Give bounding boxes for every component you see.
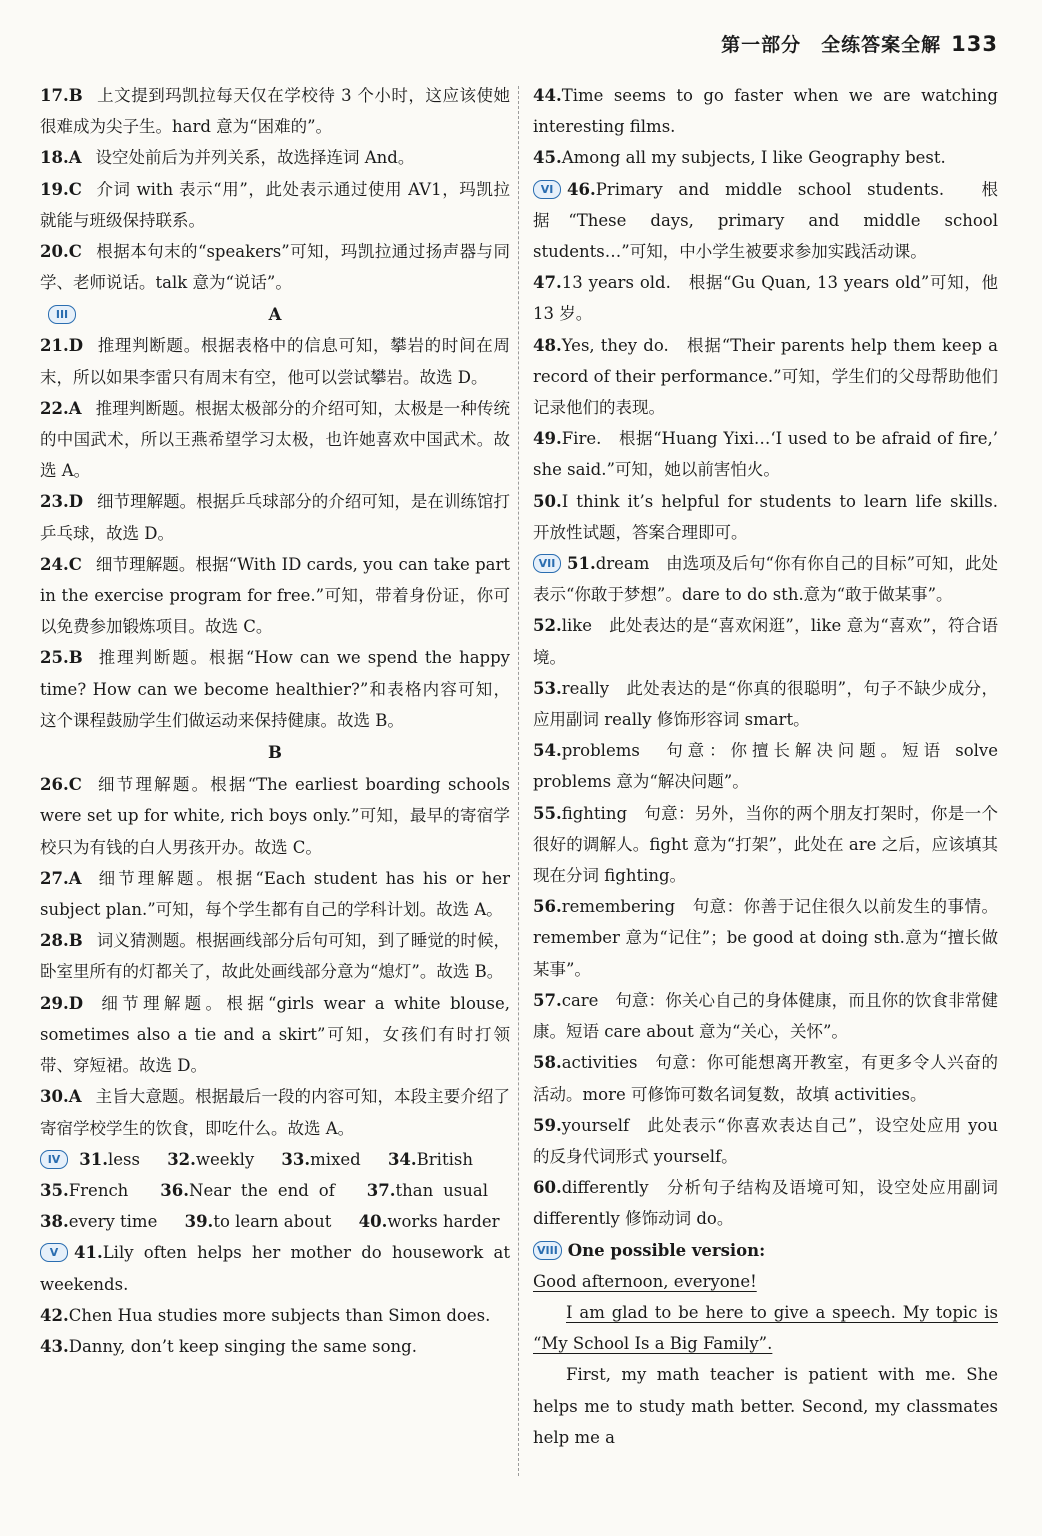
answer-item: 44.Time seems to go faster when we are watching interesting films. [533,86,998,137]
answer-item: 48.Yes, they do. 根据“Their parents help them keep a record of their performance.”可知，学生们的父母帮助他们记录他们的表现。 [533,335,998,418]
answer-item: 50.I think it’s helpful for students to learn life skills. 开放性试题，答案合理即可。 [533,491,1015,542]
section-badge: III [48,305,76,324]
answer-item: 24.C 细节理解题。根据“With ID cards, you can take part in the exercise program for free.”可知，带着身份证，你可以免费参加锻炼项目。故选 C。 [40,554,510,637]
answer-item: 49.Fire. 根据“Huang Yixi…‘I used to be afraid of fire,’ she said.”可知，她以前害怕火。 [533,429,998,480]
answer-item: 45.Among all my subjects, I like Geography best. [533,148,946,168]
answer-item: VII 51.dream 由选项及后句“你有你自己的目标”可知，此处表示“你敢于梦想”。dare to do sth.意为“敢于做某事”。 [533,554,998,605]
answer-item: 20.C 根据本句末的“speakers”可知，玛凯拉通过扬声器与同学、老师说话。talk 意为“说话”。 [40,242,510,293]
section-3-header [40,299,510,330]
answer-item: 59.yourself 此处表示“你喜欢表达自己”，设空处应用 you 的反身代词形式 yourself。 [533,1115,998,1166]
answer-item: 58.activities 句意：你可能想离开教室，有更多令人兴奋的活动。more 可修饰可数名词复数，故填 activities。 [533,1053,998,1104]
answer-item: 42.Chen Hua studies more subjects than Simon does. [40,1305,491,1325]
section-badge: VII [533,554,561,573]
essay-greeting: Good afternoon, everyone! [533,1271,757,1291]
answer-item: V 41.Lily often helps her mother do housework at weekends. [40,1243,510,1294]
answer-item: 30.A 主旨大意题。根据最后一段的内容可知，本段主要介绍了寄宿学校学生的饮食，即吃什么。故选 A。 [40,1087,510,1138]
answer-item: 55.fighting 句意：另外，当你的两个朋友打架时，你是一个很好的调解人。fight 意为“打架”，此处在 are 之后，应该填其现在分词 fighting。 [533,803,998,886]
passage-label: B [268,743,282,763]
answer-item: 52.like 此处表达的是“喜欢闲逛”，like 意为“喜欢”，符合语境。 [533,616,998,667]
answer-item: 60.differently 分析句子结构及语境可知，设空处应用副词 differently 修饰动词 do。 [533,1178,998,1229]
section-badge: V [40,1243,68,1262]
section-badge: IV [40,1150,68,1169]
essay-paragraph: I am glad to be here to give a speech. My topic is “My School Is a Big Family”. [533,1302,998,1354]
answer-item: 28.B 词义猜测题。根据画线部分后句可知，到了睡觉的时候，卧室里所有的灯都关了，故此处画线部分意为“熄灯”。故选 B。 [40,931,510,982]
answer-item: 53.really 此处表达的是“你真的很聪明”，句子不缺少成分，应用副词 really 修饰形容词 smart。 [533,678,998,730]
answer-item: 54.problems 句意：你擅长解决问题。短语 solve problems 意为“解决问题”。 [533,741,998,792]
section-4-answers: IV 31.less 32.weekly 33.mixed 34.British 35.French 36.Near the end of 37.than usual 38.every time 39.to learn about 40.works harder [40,1149,500,1232]
section-badge: VI [533,180,561,199]
right-column [533,80,1015,1453]
answer-item: 27.A 细节理解题。根据“Each student has his or her subject plan.”可知，每个学生都有自己的学科计划。故选 A。 [40,868,510,920]
answer-item: 57.care 句意：你关心自己的身体健康，而且你的饮食非常健康。短语 care about 意为“关心，关怀”。 [533,990,998,1042]
section-8-title: VIII One possible version: [533,1235,998,1266]
page-number: 133 [951,32,998,56]
answer-item: 23.D 细节理解题。根据乒乓球部分的介绍可知，是在训练馆打乒乓球，故选 D。 [40,492,510,543]
answer-item: 22.A 推理判断题。根据太极部分的介绍可知，太极是一种传统的中国武术，所以王燕希望学习太极，也许她喜欢中国武术。故选 A。 [40,398,510,481]
answer-item: 43.Danny, don’t keep singing the same song. [40,1336,417,1356]
answer-item: 18.A 设空处前后为并列关系，故选择连词 And。 [40,148,415,168]
page-header [721,30,998,57]
answer-item: VI 46.Primary and middle school students. 根据“These days, primary and middle school students…”可知，中小学生被要求参加实践活动课。 [533,179,998,262]
answer-item: 17.B 上文提到玛凯拉每天仅在学校待 3 个小时，这应该使她很难成为尖子生。hard 意为“困难的”。 [40,86,510,137]
answer-item: 19.C 介词 with 表示“用”，此处表示通过使用 AV1，玛凯拉就能与班级保持联系。 [40,179,510,230]
left-column [40,80,510,1362]
column-divider [518,86,519,1476]
answer-item: 29.D 细节理解题。根据“girls wear a white blouse, sometimes also a tie and a skirt”可知，女孩们有时打领带、穿短裙。故选 D。 [40,993,510,1076]
passage-label: A [268,305,282,325]
answer-item: 47.13 years old. 根据“Gu Quan, 13 years old”可知，他 13 岁。 [533,273,998,324]
answer-item: 26.C 细节理解题。根据“The earliest boarding schools were set up for white, rich boys only.”可知，最早的寄宿学校只为有钱的白人男孩开办。故选 C。 [40,775,510,857]
section-badge: VIII [533,1241,562,1260]
answer-item: 56.remembering 句意：你善于记住很久以前发生的事情。remember 意为“记住”；be good at doing sth.意为“擅长做某事”。 [533,897,998,979]
header-title: 第一部分 全练答案全解 [721,34,942,56]
answer-item: 21.D 推理判断题。根据表格中的信息可知，攀岩的时间在周末，所以如果李雷只有周末有空，他可以尝试攀岩。故选 D。 [40,336,510,387]
answer-item: 25.B 推理判断题。根据“How can we spend the happy time? How can we become healthier?”和表格内容可知，这个课程鼓励学生们做运动来保持健康。故选 B。 [40,648,510,730]
essay-paragraph: First, my math teacher is patient with me. She helps me to study math better. Second, my classmates help me a [533,1365,998,1447]
